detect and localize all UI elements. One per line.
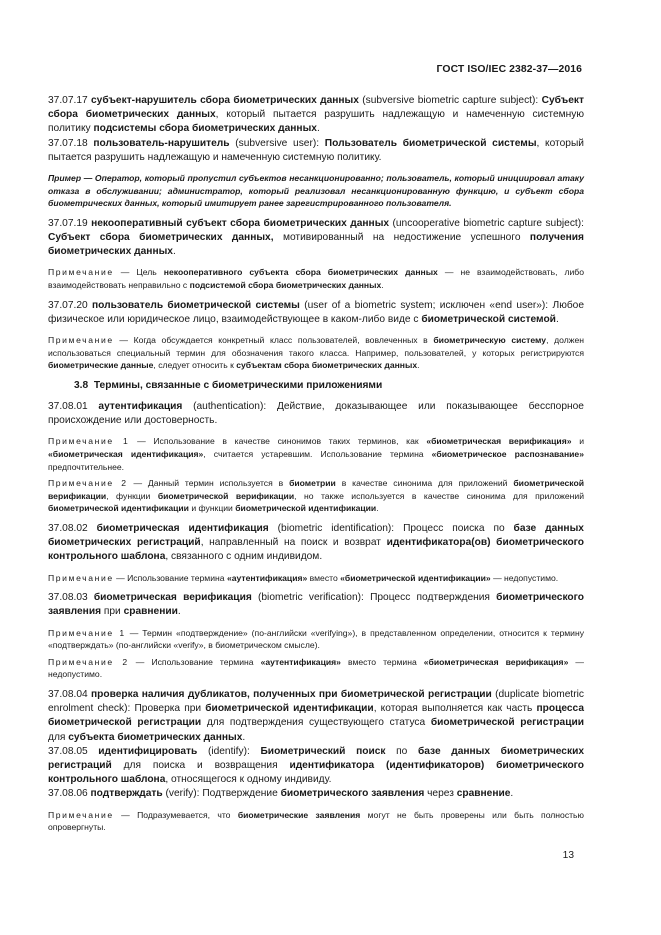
- term-title: аутентификация: [98, 400, 183, 412]
- note: Примечание 2 — Использование термина «аутентификация» вместо термина «биометрическая верификация» — недопустимо.: [48, 656, 584, 680]
- term-english: (verify):: [165, 788, 200, 800]
- note: Примечание 1 — Использование в качестве синонимов таких терминов, как «биометрическая верификация» и «биометрическая идентификация», считается устаревшим. Использование термина «биометрическое распознавание» предпочтительнее.: [48, 436, 584, 472]
- term-english: (subversive user):: [235, 137, 320, 149]
- term-title: проверка наличия дубликатов, полученных при биометрической регистрации: [91, 688, 492, 700]
- term-definition: .: [555, 313, 559, 325]
- term-definition: Субъект сбора биометрических данных: [48, 95, 584, 121]
- term-english: (biometric verification):: [258, 592, 364, 604]
- term-english: (identify):: [207, 745, 250, 757]
- note-label: Примечание 2: [48, 478, 128, 489]
- term-definition: Субъект сбора биометрических данных,: [48, 232, 274, 243]
- term-title: пользователь-нарушитель: [93, 137, 230, 149]
- term-number: 37.08.01: [48, 400, 88, 412]
- term-title: биометрическая идентификация: [96, 522, 269, 534]
- term-entry: 37.08.03 биометрическая верификация (biometric verification): Процесс подтверждения биометрического заявления при сравнении.: [48, 592, 584, 618]
- document-header: ГОСТ ISO/IEC 2382-37—2016: [436, 64, 582, 75]
- note: Примечание — Использование термина «аутентификация» вместо «биометрической идентификации» — недопустимо.: [48, 572, 559, 583]
- note: Примечание 1 — Термин «подтверждение» (по-английски «verifying»), в представленном определении, относится к термину «подтверждать» (по-английски «verify», в биометрическом смысле).: [48, 627, 585, 651]
- term-number: 37.08.03: [48, 592, 88, 604]
- term-number: 37.07.17: [48, 95, 88, 106]
- term-title: идентифицировать: [98, 745, 198, 757]
- note: Примечание — Когда обсуждается конкретный класс пользователей, вовлеченных в биометрическую систему, должен использоваться специальный термин для обозначения такого класса. Например, пользователей, у которых регистрируются биометрические данные, следует относить к субъектам сбора биометрических данных.: [48, 335, 584, 371]
- term-title: пользователь биометрической системы: [92, 299, 300, 311]
- term-definition: .: [172, 246, 176, 258]
- term-entry: 37.08.06 подтверждать (verify): Подтверждение биометрического заявления через сравнение.: [48, 788, 514, 800]
- term-definition: Действие, доказывающее или показывающее бесспорное происхождение или достоверность.: [48, 400, 584, 427]
- section-number: 3.8: [74, 379, 89, 391]
- term-entry: [48, 94, 584, 137]
- term-number: 37.08.04: [48, 688, 88, 700]
- note-label: Примечание: [48, 572, 114, 583]
- term-number: 37.08.06: [48, 788, 88, 800]
- term-english: (duplicate biometric enrolment check):: [48, 688, 584, 715]
- section-title: Термины, связанные с биометрическими приложениями: [93, 379, 383, 391]
- document-body: [48, 94, 584, 834]
- term-definition: получения биометрических данных: [48, 232, 584, 258]
- term-title: биометрическая верификация: [93, 592, 252, 604]
- term-entry: 37.08.04 проверка наличия дубликатов, полученных при биометрической регистрации (duplicate biometric enrolment check): Проверка при биометрической идентификации, которая выполняется как часть процесса биометрической регистрации для подтверждения существующего статуса биометрической регистрации для субъекта биометрических данных.: [48, 688, 585, 743]
- note-label: Примечание: [48, 335, 114, 345]
- note: Примечание — Подразумевается, что биометрические заявления могут не быть проверены или быть полностью опровергнуты.: [48, 809, 584, 833]
- note-label: Примечание 1: [48, 627, 126, 638]
- term-definition: .: [316, 123, 320, 135]
- term-number: 37.08.02: [48, 522, 88, 534]
- term-title: субъект-нарушитель сбора биометрических данных: [91, 95, 359, 106]
- note-label: Примечание: [48, 809, 114, 820]
- term-entry: [48, 137, 584, 165]
- term-definition: , который пытается разрушить надлежащую и намеченную системную политику: [48, 109, 584, 135]
- term-english: (uncooperative biometric capture subject):: [392, 217, 584, 229]
- term-entry: 37.08.02 биометрическая идентификация (biometric identification): Процесс поиска по базе данных биометрических регистраций, направленный на поиск и возврат идентификатора(ов) биометрического контрольного шаблона, связанного с одним индивидом.: [48, 522, 584, 563]
- term-english: (subversive biometric capture subject):: [362, 95, 539, 106]
- term-entry: [48, 400, 584, 428]
- term-title: некооперативный субъект сбора биометрических данных: [91, 217, 390, 229]
- term-definition: Пользователь биометрической системы: [324, 137, 537, 149]
- note: Примечание — Цель некооперативного субъекта сбора биометрических данных — не взаимодействовать, либо взаимодействовать неправильно с подсистемой сбора биометрических данных.: [48, 267, 585, 290]
- page-number: 13: [562, 850, 574, 861]
- term-definition: мотивированный на недостижение успешного: [273, 232, 530, 243]
- term-number: 37.07.18: [48, 137, 88, 149]
- term-definition: , который пытается разрушить надлежащую и намеченную системную политику.: [48, 137, 584, 163]
- term-entry: [48, 217, 584, 260]
- note: Примечание 2 — Данный термин используется в биометрии в качестве синонима для приложений биометрической верификации, функции биометрической верификации, но также используется в качестве синонима для приложений биометрической идентификации и функции биометрической идентификации.: [48, 478, 585, 514]
- note-label: Примечание: [48, 267, 114, 278]
- term-definition: биометрической системой: [421, 313, 556, 325]
- note-label: Примечание 1: [48, 436, 130, 447]
- term-entry: [48, 299, 584, 327]
- term-number: 37.07.19: [48, 217, 88, 229]
- term-definition: подсистемы сбора биометрических данных: [93, 123, 317, 135]
- term-english: (authentication):: [193, 400, 267, 412]
- term-english: (biometric identification):: [277, 522, 395, 534]
- section-heading: [74, 379, 584, 393]
- term-definition: Любое физическое или юридическое лицо, взаимодействующее в каком-либо виде с: [48, 299, 585, 325]
- note-label: Примечание 2: [48, 656, 129, 667]
- term-number: 37.08.05: [48, 745, 88, 757]
- term-english: (user of a biometric system; исключен «end user»):: [304, 299, 549, 311]
- term-title: подтверждать: [90, 788, 163, 800]
- term-number: 37.07.20: [48, 299, 88, 311]
- term-entry: 37.08.05 идентифицировать (identify): Биометрический поиск по базе данных биометрических регистраций для поиска и возвращения идентификатора (идентификаторов) биометрического контрольного шаблона, относящегося к одному индивиду.: [48, 745, 585, 786]
- example-text: Пример — Оператор, который пропустил субъектов несанкционированно; пользователь, который инициировал атаку отказа в обслуживании; администратор, который реализовал несанкционированную функцию, и субъект сбора биометрических данных, который имитирует ранее зарегистрированного пользователя.: [48, 173, 584, 209]
